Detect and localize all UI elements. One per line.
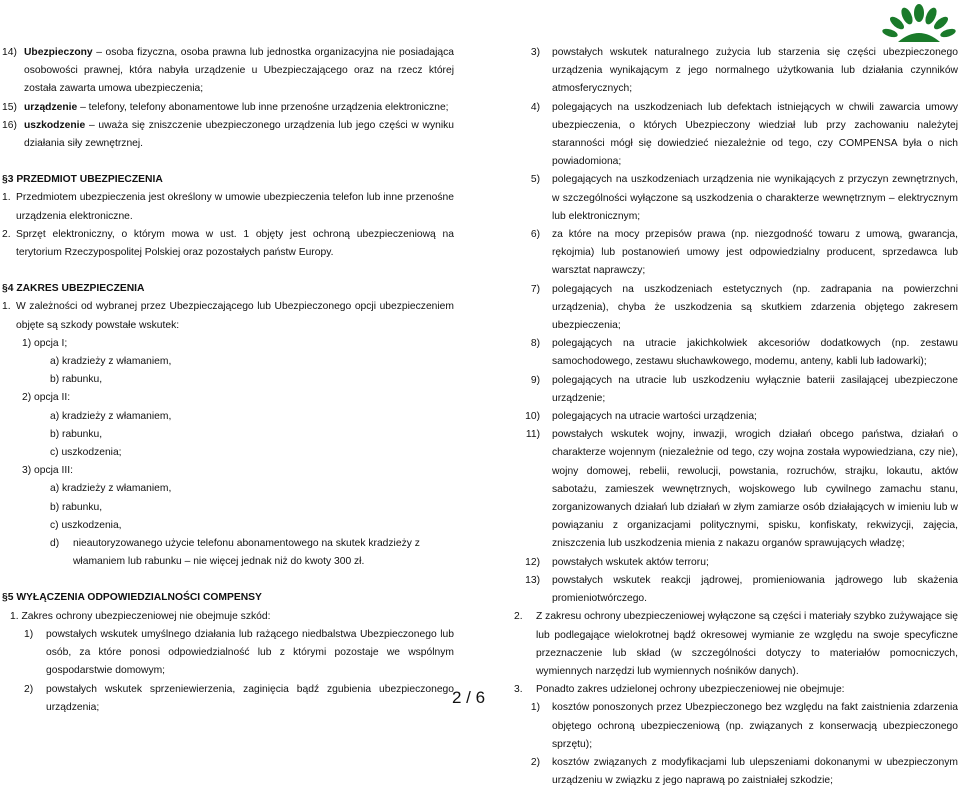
exclusion-list — [512, 44, 958, 608]
list-item — [512, 335, 958, 371]
item-text: polegających na utracie lub uszkodzeniu wyłącznie baterii zasilającej ubezpieczone urządzenie; — [552, 374, 958, 404]
list-item — [512, 226, 958, 281]
item-number: 3) — [530, 47, 540, 58]
item-number: 15) — [2, 101, 17, 113]
item-text: polegających na utracie wartości urządzenia; — [552, 411, 757, 423]
list-item — [512, 171, 958, 226]
list-item — [512, 554, 958, 572]
section-3-paragraph-2: 2. Sprzęt elektroniczny, o którym mowa w ust. 1 objęty jest ochroną ubezpieczeniową na terytorium Rzeczypospolitej Polskiej oraz pozostałych państw Europy. — [2, 228, 454, 259]
item-number: 8) — [530, 338, 540, 350]
definition-text: – uważa się zniszczenie ubezpieczonego urządzenia lub jego części w wyniku działania siły zewnętrznej. — [24, 119, 454, 150]
option-2-b: b) rabunku, — [50, 428, 103, 440]
item-number: 13) — [525, 574, 540, 586]
section-5-item-1: 1) powstałych wskutek umyślnego działania lub rażącego niedbalstwa Ubezpieczonego lub osób, za które ponosi odpowiedzialność lub z którymi pozostaje we wspólnym gospodarstwie domowym; — [24, 628, 454, 677]
definition-14 — [2, 44, 454, 99]
section-4-heading: §4 ZAKRES UBEZPIECZENIA — [2, 283, 145, 295]
item-text: kosztów związanych z modyfikacjami lub ulepszeniami dokonanymi w ubezpieczonym urządzeniu w związku z jego naprawą po zaistniałej szkodzie; — [552, 756, 958, 787]
option-3-d: d) nieautoryzowanego użycie telefonu abonamentowego na skutek kradzieży z włamaniem lub rabunku – nie więcej jednak niż do kwoty 300 zł. — [50, 538, 420, 568]
section-5-paragraph-2: 2. Z zakresu ochrony ubezpieczeniowej wyłączone są części i materiały szybko zużywające się lub podlegające wielokrotnej bądź okresowej wymianie ze względu na swoje specyficzne przeznaczenie lub skład (w szczególności dotyczy to materiałów pomocniczych, wymiennych narzędzi lub wymiennych nośników danych). — [514, 611, 958, 677]
item-number: 16) — [2, 119, 17, 131]
definition-term: urządzenie — [24, 101, 78, 113]
item-text: powstałych wskutek aktów terroru; — [552, 556, 709, 568]
item-text: polegających na uszkodzeniach lub defektach istniejących w chwili zawarcia umowy ubezpieczenia, o których Ubezpieczony wiedział lub przy zachowaniu należytej staranności mógł się dowiedzieć niezależnie od tego, czy COMPENSA była o nich powiadomiona; — [552, 101, 958, 168]
list-item — [512, 281, 958, 336]
section-3-paragraph-1: 1. Przedmiotem ubezpieczenia jest określony w umowie ubezpieczenia telefon lub inne przenośne urządzenia elektroniczne. — [2, 192, 454, 222]
item-text: polegających na uszkodzeniach estetycznych (np. zadrapania na powierzchni urządzenia), chyba że uszkodzenia są skutkiem zdarzenia objętego zakresem ubezpieczenia; — [552, 283, 958, 332]
definition-text: – telefony, telefony abonamentowe lub inne przenośne urządzenia elektroniczne; — [77, 101, 449, 113]
item-number: 2) — [530, 756, 540, 768]
right-column — [512, 44, 958, 790]
item-number: 14) — [2, 47, 17, 58]
definition-term: Ubezpieczony — [24, 47, 93, 58]
item-text: powstałych wskutek naturalnego zużycia lub starzenia się części ubezpieczonego urządzenia wynikającym z jego normalnego użytkowania lub działania czynników atmosferycznych; — [552, 47, 958, 95]
section-5-heading: §5 WYŁĄCZENIA ODPOWIEDZIALNOŚCI COMPENSY — [2, 592, 262, 604]
left-column — [2, 44, 454, 717]
item-number: 7) — [530, 283, 540, 295]
item-number: 1) — [530, 702, 540, 714]
section-5-item-2: 2) powstałych wskutek sprzeniewierzenia, zaginięcia bądź zgubienia ubezpieczonego urządzenia; — [24, 683, 454, 713]
definition-16 — [2, 117, 454, 153]
list-item — [512, 699, 958, 754]
item-number: 5) — [530, 174, 540, 186]
item-text: polegających na utracie jakichkolwiek akcesoriów dodatkowych (np. zestawu samochodowego, zestawu słuchawkowego, modemu, anteny, kabli lub ładowarki); — [552, 338, 958, 368]
item-text: kosztów ponoszonych przez Ubezpieczonego bez względu na fakt zaistnienia zdarzenia objętego ochroną ubezpieczeniową (np. związanych z konserwacją ubezpieczonego sprzętu); — [552, 702, 958, 750]
item-number: 11) — [525, 429, 540, 441]
list-item — [512, 426, 958, 553]
option-1-b: b) rabunku, — [50, 374, 103, 386]
section-4-paragraph-1: 1. W zależności od wybranej przez Ubezpieczającego lub Ubezpieczonego opcji ubezpieczeniem objęte są szkody powstałe wskutek: — [2, 301, 454, 331]
option-1-a: a) kradzieży z włamaniem, — [50, 356, 172, 368]
item-number: 12) — [525, 556, 540, 568]
option-3-a: a) kradzieży z włamaniem, — [50, 483, 172, 495]
option-3: 3) opcja III: — [22, 465, 73, 477]
item-text: polegających na uszkodzeniach urządzenia nie wynikających z przyczyn zewnętrznych, w szczególności wyłączone są uszkodzenia o charakterze wewnętrznym – elektrycznym lub elektronicznym; — [552, 174, 958, 222]
section-5-paragraph-3: 3. Ponadto zakres udzielonej ochrony ubezpieczeniowej nie obejmuje: — [514, 684, 845, 696]
item-text: za które na mocy przepisów prawa (np. niezgodność towaru z umową, gwarancja, rękojmia) lub postanowień umowy jest odpowiedzialny producent, sprzedawca lub warsztat naprawczy; — [552, 229, 958, 277]
item-number: 4) — [530, 101, 540, 113]
item-text: powstałych wskutek wojny, inwazji, wrogich działań obcego państwa, działań o charakterze wojennym (niezależnie od tego, czy wojna została wypowiedziana, czy nie), wojny domowej, rebelii, rewolucji, powstania, rozruchów, strajku, lokautu, aktów sabotażu, zamieszek wewnętrznych, wojskowego lub cywilnego zamachu stanu, zorganizowanych działań lub działań w złym zamiarze osób działających w imieniu lub w powiązaniu z organizacjami politycznymi, spisku, konfiskaty, rekwizycji, zajęcia, zniszczenia lub uszkodzenia mienia z nakazu organów sprawujących władzę; — [552, 429, 958, 550]
paragraph-3-list — [512, 699, 958, 790]
list-item — [512, 372, 958, 408]
option-2: 2) opcja II: — [22, 392, 71, 404]
list-item — [512, 572, 958, 608]
list-item — [512, 754, 958, 790]
item-number: 9) — [530, 374, 540, 386]
page-number: 2 / 6 — [452, 688, 486, 707]
definition-term: uszkodzenie — [24, 119, 86, 131]
option-2-c: c) uszkodzenia; — [50, 447, 122, 459]
definition-text: – osoba fizyczna, osoba prawna lub jednostka organizacyjna nie posiadająca osobowości prawnej, która nabyła urządzenie u Ubezpieczającego oraz na rzecz której została zawarta umowa ubezpieczenia; — [24, 47, 454, 95]
option-2-a: a) kradzieży z włamaniem, — [50, 410, 172, 422]
definition-15 — [2, 99, 454, 117]
item-number: 10) — [525, 411, 540, 423]
section-5-intro: 1. Zakres ochrony ubezpieczeniowej nie obejmuje szkód: — [10, 610, 271, 622]
item-number: 6) — [530, 229, 540, 241]
option-3-c: c) uszkodzenia, — [50, 519, 122, 531]
item-text: powstałych wskutek reakcji jądrowej, promieniowania jądrowego lub skażenia promieniotwórczego. — [552, 574, 958, 605]
list-item — [512, 408, 958, 426]
list-item — [512, 44, 958, 99]
section-3-heading: §3 PRZEDMIOT UBEZPIECZENIA — [2, 174, 163, 186]
option-3-b: b) rabunku, — [50, 501, 103, 513]
list-item — [512, 99, 958, 172]
option-1: 1) opcja I; — [22, 337, 68, 349]
